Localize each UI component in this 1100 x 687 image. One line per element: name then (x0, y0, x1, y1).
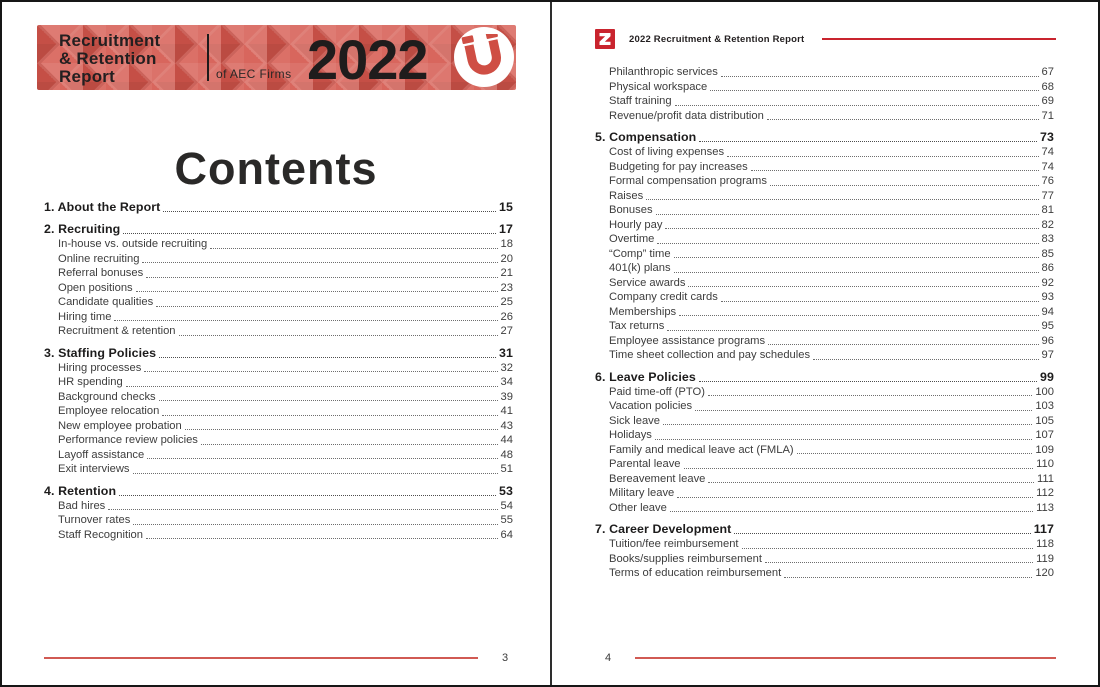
dot-leader (667, 330, 1038, 331)
toc-chapter-row[interactable] (44, 483, 513, 499)
toc-subentry-label: Physical workspace (609, 80, 708, 93)
dot-leader (688, 286, 1038, 287)
toc-chapter-row[interactable] (44, 221, 513, 237)
toc-subentry-label: “Comp” time (609, 247, 671, 260)
toc-subentry-page: 74 (1041, 146, 1054, 158)
toc-subentry-label: Time sheet collection and pay schedules (609, 349, 811, 361)
toc-subentry-page: 74 (1041, 160, 1054, 173)
dot-leader (126, 386, 498, 387)
toc-subentry-page: 95 (1041, 320, 1054, 332)
page-left (2, 2, 551, 685)
toc-subentry-page: 109 (1035, 443, 1054, 456)
toc-subentry-row[interactable] (44, 462, 513, 477)
toc-subentry-page: 112 (1036, 487, 1054, 499)
dot-leader (108, 509, 497, 510)
toc-subentry-page: 23 (500, 281, 513, 294)
toc-subentry-page: 77 (1041, 189, 1054, 202)
toc-subentry-label: Sick leave (609, 414, 660, 427)
toc-subentry-row[interactable] (595, 145, 1054, 160)
toc-subentry-label: Formal compensation programs (609, 175, 767, 187)
toc-subentry-page: 86 (1041, 262, 1054, 274)
dot-leader (665, 228, 1038, 229)
toc-subentry-page: 44 (500, 434, 513, 446)
toc-subentry-row[interactable] (44, 310, 513, 325)
toc-subentries (44, 499, 513, 543)
toc-chapter-page: 15 (499, 200, 513, 214)
toc-subentry-row[interactable] (44, 404, 513, 419)
toc-subentry-label: Layoff assistance (58, 448, 145, 461)
dot-leader (708, 395, 1032, 396)
toc-subentry-page: 100 (1035, 385, 1054, 398)
toc-subentry-page: 81 (1041, 204, 1054, 216)
toc-subentry-page: 27 (500, 325, 513, 337)
toc-chapter-row[interactable] (44, 345, 513, 361)
toc-subentry-page: 111 (1036, 472, 1054, 485)
dot-leader (684, 468, 1034, 469)
toc-subentry-label: Performance review policies (58, 434, 198, 446)
dot-leader (123, 233, 496, 234)
toc-subentry-label: Military leave (609, 487, 675, 499)
toc-subentry-label: Holidays (609, 429, 652, 441)
toc-subentry-label: Bonuses (609, 204, 653, 216)
dot-leader (768, 344, 1038, 345)
toc-subentry-row[interactable] (44, 499, 513, 514)
toc-subentry-row[interactable] (595, 247, 1054, 262)
toc-subentry-label: Cost of living expenses (609, 146, 725, 158)
dot-leader (656, 214, 1039, 215)
toc-subentry-page: 97 (1041, 349, 1054, 361)
dot-leader (663, 424, 1032, 425)
toc-subentry-label: Hourly pay (609, 218, 663, 231)
dot-leader (721, 301, 1039, 302)
toc-subentry-row[interactable] (44, 324, 513, 339)
dot-leader (159, 357, 496, 358)
toc-subentry-page: 92 (1041, 276, 1054, 289)
toc-subentry-page: 21 (500, 267, 513, 279)
toc-chapter-label: 3. Staffing Policies (44, 345, 157, 360)
banner-subtitle: of AEC Firms (216, 67, 292, 81)
dot-leader (146, 277, 497, 278)
dot-leader (156, 306, 497, 307)
toc-subentry-page: 71 (1041, 109, 1054, 122)
dot-leader (679, 315, 1038, 316)
toc-subentry-row[interactable] (595, 305, 1054, 320)
toc-subentry-row[interactable] (595, 189, 1054, 204)
toc-subentry-row[interactable] (595, 319, 1054, 334)
dot-leader (708, 482, 1034, 483)
dot-leader (146, 538, 498, 539)
toc-subentry-row[interactable] (44, 252, 513, 267)
toc-subentry-page: 25 (500, 296, 513, 308)
toc-subentry-label: Philanthropic services (609, 66, 718, 78)
toc-subentry-label: Paid time-off (PTO) (609, 385, 705, 398)
toc-right-sections (595, 129, 1054, 581)
toc-subentry-label: Vacation policies (609, 400, 693, 412)
toc-subentry-row[interactable] (44, 513, 513, 528)
toc-subentry-row[interactable] (595, 428, 1054, 443)
toc-subentries (44, 361, 513, 477)
toc-chapter-page: 17 (499, 222, 513, 236)
toc-subentry-row[interactable] (595, 160, 1054, 175)
toc-subentry-label: Budgeting for pay increases (609, 160, 748, 173)
toc-section (595, 521, 1054, 581)
toc-subentries (44, 237, 513, 339)
toc-chapter-page: 117 (1033, 522, 1054, 536)
dot-leader (646, 199, 1038, 200)
toc-subentry-page: 69 (1041, 95, 1054, 107)
dot-leader (114, 320, 497, 321)
dot-leader (677, 497, 1033, 498)
dot-leader (813, 359, 1038, 360)
toc-subentry-row[interactable] (44, 419, 513, 434)
toc-subentry-row[interactable] (595, 65, 1054, 80)
dot-leader (655, 439, 1032, 440)
toc-subentry-label: Raises (609, 189, 644, 202)
dot-leader (185, 429, 498, 430)
dot-leader (657, 243, 1038, 244)
toc-subentry-row[interactable] (595, 261, 1054, 276)
toc-chapter-row[interactable] (44, 199, 513, 215)
toc-section (595, 369, 1054, 516)
toc-chapter-label: 1. About the Report (44, 200, 161, 214)
toc-subentry-page: 76 (1041, 175, 1054, 187)
toc-subentry-row[interactable] (44, 281, 513, 296)
page-number-right: 4 (604, 652, 612, 664)
toc-subentry-label: New employee probation (58, 419, 182, 432)
zweig-z-icon (595, 29, 615, 49)
dot-leader (710, 90, 1038, 91)
toc-chapter-page: 99 (1040, 369, 1054, 384)
toc-subentry-label: Online recruiting (58, 252, 140, 265)
toc-subentry-row[interactable] (595, 414, 1054, 429)
toc-subentry-label: Staff Recognition (58, 528, 143, 541)
toc-subentry-page: 83 (1041, 233, 1054, 245)
toc-subentry-label: Referral bonuses (58, 267, 144, 279)
dot-leader (133, 473, 498, 474)
toc-subentry-row[interactable] (595, 552, 1054, 567)
toc-subentry-row[interactable] (595, 537, 1054, 552)
footer-rule (635, 657, 1056, 659)
dot-leader (699, 141, 1037, 142)
toc-subentry-page: 67 (1041, 66, 1054, 78)
toc-subentry-page: 68 (1041, 80, 1054, 93)
toc-subentry-row[interactable] (595, 443, 1054, 458)
toc-subentry-page: 93 (1041, 291, 1054, 303)
dot-leader (674, 272, 1039, 273)
toc-subentry-label: Open positions (58, 281, 133, 294)
toc-chapter-page: 73 (1040, 130, 1054, 144)
toc-subentry-page: 96 (1041, 334, 1054, 347)
toc-subentry-label: Employee relocation (58, 405, 160, 417)
dot-leader (695, 410, 1032, 411)
toc-left (44, 199, 513, 542)
toc-subentry-page: 54 (500, 499, 513, 512)
dot-leader (142, 262, 497, 263)
toc-subentry-label: Parental leave (609, 458, 681, 470)
toc-subentry-row[interactable] (595, 385, 1054, 400)
toc-subentry-label: Tuition/fee reimbursement (609, 538, 739, 550)
toc-subentry-label: Service awards (609, 276, 686, 289)
magnet-icon (454, 27, 514, 87)
banner-title-line2: & Retention (59, 49, 157, 68)
toc-chapter-row[interactable] (595, 129, 1054, 145)
toc-chapter-label: 4. Retention (44, 483, 117, 498)
toc-subentry-row[interactable] (44, 295, 513, 310)
toc-section (44, 345, 513, 477)
dot-leader (147, 458, 497, 459)
toc-subentry-label: Hiring processes (58, 361, 142, 374)
toc-subentry-page: 113 (1036, 501, 1054, 514)
toc-subentries (595, 385, 1054, 516)
toc-subentry-row[interactable] (595, 399, 1054, 414)
toc-chapter-row[interactable] (595, 369, 1054, 385)
toc-chapter-row[interactable] (595, 521, 1054, 537)
report-banner (37, 25, 516, 90)
toc-subentry-row[interactable] (44, 237, 513, 252)
header-rule (822, 38, 1056, 40)
toc-subentry-row[interactable] (44, 361, 513, 376)
running-header-title: 2022 Recruitment & Retention Report (629, 33, 805, 45)
toc-subentry-label: Background checks (58, 390, 156, 403)
toc-subentry-page: 20 (500, 252, 513, 265)
dot-leader (144, 371, 497, 372)
toc-subentry-row[interactable] (44, 390, 513, 405)
contents-title: Contents (174, 143, 378, 194)
toc-chapter-label: 7. Career Development (595, 522, 732, 536)
toc-subentry-page: 82 (1041, 218, 1054, 231)
toc-chapter-label: 6. Leave Policies (595, 369, 696, 384)
toc-section (44, 221, 513, 339)
toc-subentry-row[interactable] (595, 109, 1054, 124)
toc-subentry-page: 32 (500, 361, 513, 374)
toc-subentry-row[interactable] (595, 218, 1054, 233)
toc-subentry-label: Candidate qualities (58, 296, 154, 308)
toc-chapter-label: 5. Compensation (595, 130, 697, 144)
toc-subentry-label: Books/supplies reimbursement (609, 552, 762, 565)
toc-subentry-page: 119 (1036, 552, 1054, 565)
toc-chapter-page: 53 (499, 483, 513, 498)
toc-subentry-page: 41 (500, 405, 513, 417)
dot-leader (767, 119, 1039, 120)
dot-leader (721, 76, 1039, 77)
toc-subentry-label: Bad hires (58, 499, 106, 512)
toc-chapter-label: 2. Recruiting (44, 222, 121, 236)
toc-subentry-row[interactable] (44, 433, 513, 448)
toc-subentry-label: 401(k) plans (609, 262, 671, 274)
toc-subentry-row[interactable] (44, 448, 513, 463)
toc-subentry-page: 85 (1041, 247, 1054, 260)
toc-continued-items (595, 65, 1054, 123)
toc-subentry-row[interactable] (595, 457, 1054, 472)
dot-leader (179, 335, 498, 336)
toc-subentry-label: Revenue/profit data distribution (609, 109, 764, 122)
toc-section (595, 129, 1054, 363)
dot-leader (765, 562, 1033, 563)
toc-subentry-label: Turnover rates (58, 514, 131, 526)
toc-subentry-row[interactable] (44, 528, 513, 543)
toc-subentry-row[interactable] (595, 232, 1054, 247)
toc-subentry-label: Tax returns (609, 320, 665, 332)
toc-subentry-label: Other leave (609, 501, 667, 514)
toc-section (44, 199, 513, 215)
toc-subentry-label: Terms of education reimbursement (609, 567, 782, 579)
toc-subentry-label: Staff training (609, 95, 672, 107)
footer-right (552, 652, 1098, 664)
toc-subentry-row[interactable] (595, 334, 1054, 349)
toc-subentry-label: Overtime (609, 233, 655, 245)
footer-left (2, 652, 550, 664)
toc-subentries (595, 145, 1054, 363)
toc-subentry-row[interactable] (595, 276, 1054, 291)
toc-subentry-page: 110 (1036, 458, 1054, 470)
dot-leader (734, 533, 1030, 534)
toc-subentry-page: 107 (1035, 429, 1054, 441)
toc-subentry-row[interactable] (595, 290, 1054, 305)
toc-subentry-page: 34 (500, 376, 513, 388)
dot-leader (674, 257, 1039, 258)
banner-title-line3: Report (59, 67, 115, 86)
toc-subentry-page: 51 (500, 463, 513, 475)
dot-leader (797, 453, 1033, 454)
toc-subentry-label: Bereavement leave (609, 472, 706, 485)
toc-subentry-label: Recruitment & retention (58, 325, 176, 337)
toc-subentry-page: 43 (500, 419, 513, 432)
dot-leader (162, 415, 497, 416)
page-right (551, 2, 1098, 685)
toc-subentry-page: 105 (1035, 414, 1054, 427)
toc-subentry-label: HR spending (58, 376, 123, 388)
dot-leader (201, 444, 498, 445)
toc-subentry-page: 94 (1041, 305, 1054, 318)
dot-leader (784, 577, 1032, 578)
dot-leader (770, 185, 1039, 186)
toc-subentry-label: Employee assistance programs (609, 334, 766, 347)
toc-subentry-label: Memberships (609, 305, 677, 318)
toc-chapter-page: 31 (499, 345, 513, 360)
banner-title (59, 32, 160, 86)
toc-subentry-row[interactable] (595, 501, 1054, 516)
dot-leader (163, 211, 496, 212)
toc-subentry-row[interactable] (44, 375, 513, 390)
toc-subentry-label: Company credit cards (609, 291, 718, 303)
toc-subentry-row[interactable] (595, 348, 1054, 363)
toc-subentry-page: 103 (1035, 400, 1054, 412)
footer-rule (44, 657, 478, 659)
toc-subentry-page: 18 (500, 238, 513, 250)
banner-year: 2022 (307, 28, 428, 90)
dot-leader (675, 105, 1039, 106)
toc-section (44, 483, 513, 543)
dot-leader (133, 524, 497, 525)
toc-subentry-row[interactable] (595, 566, 1054, 581)
toc-subentry-row[interactable] (44, 266, 513, 281)
toc-subentry-row[interactable] (595, 203, 1054, 218)
toc-subentry-label: Family and medical leave act (FMLA) (609, 443, 794, 456)
toc-subentry-page: 55 (500, 514, 513, 526)
toc-subentry-page: 64 (500, 528, 513, 541)
dot-leader (119, 495, 496, 496)
toc-right (595, 65, 1054, 581)
toc-subentry-page: 118 (1036, 538, 1054, 550)
toc-subentry-page: 120 (1035, 567, 1054, 579)
toc-subentry-page: 48 (500, 448, 513, 461)
dot-leader (136, 291, 498, 292)
toc-subentry-row[interactable] (595, 174, 1054, 189)
toc-subentry-label: Hiring time (58, 310, 112, 323)
banner-title-line1: Recruitment (59, 31, 161, 50)
dot-leader (699, 381, 1037, 382)
dot-leader (742, 548, 1034, 549)
toc-subentry-row[interactable] (595, 472, 1054, 487)
toc-subentries (595, 537, 1054, 581)
toc-subentry-label: In-house vs. outside recruiting (58, 238, 208, 250)
toc-subentry-label: Exit interviews (58, 463, 130, 475)
dot-leader (727, 156, 1039, 157)
toc-subentry-page: 26 (500, 310, 513, 323)
toc-subentry-row[interactable] (595, 80, 1054, 95)
banner-divider (207, 34, 209, 81)
toc-subentry-page: 39 (500, 390, 513, 403)
running-header (552, 2, 1098, 49)
dot-leader (670, 511, 1033, 512)
dot-leader (751, 170, 1039, 171)
page-number-left: 3 (501, 652, 509, 664)
dot-leader (210, 248, 497, 249)
dot-leader (159, 400, 498, 401)
toc-subentry-row[interactable] (595, 94, 1054, 109)
toc-subentry-row[interactable] (595, 486, 1054, 501)
